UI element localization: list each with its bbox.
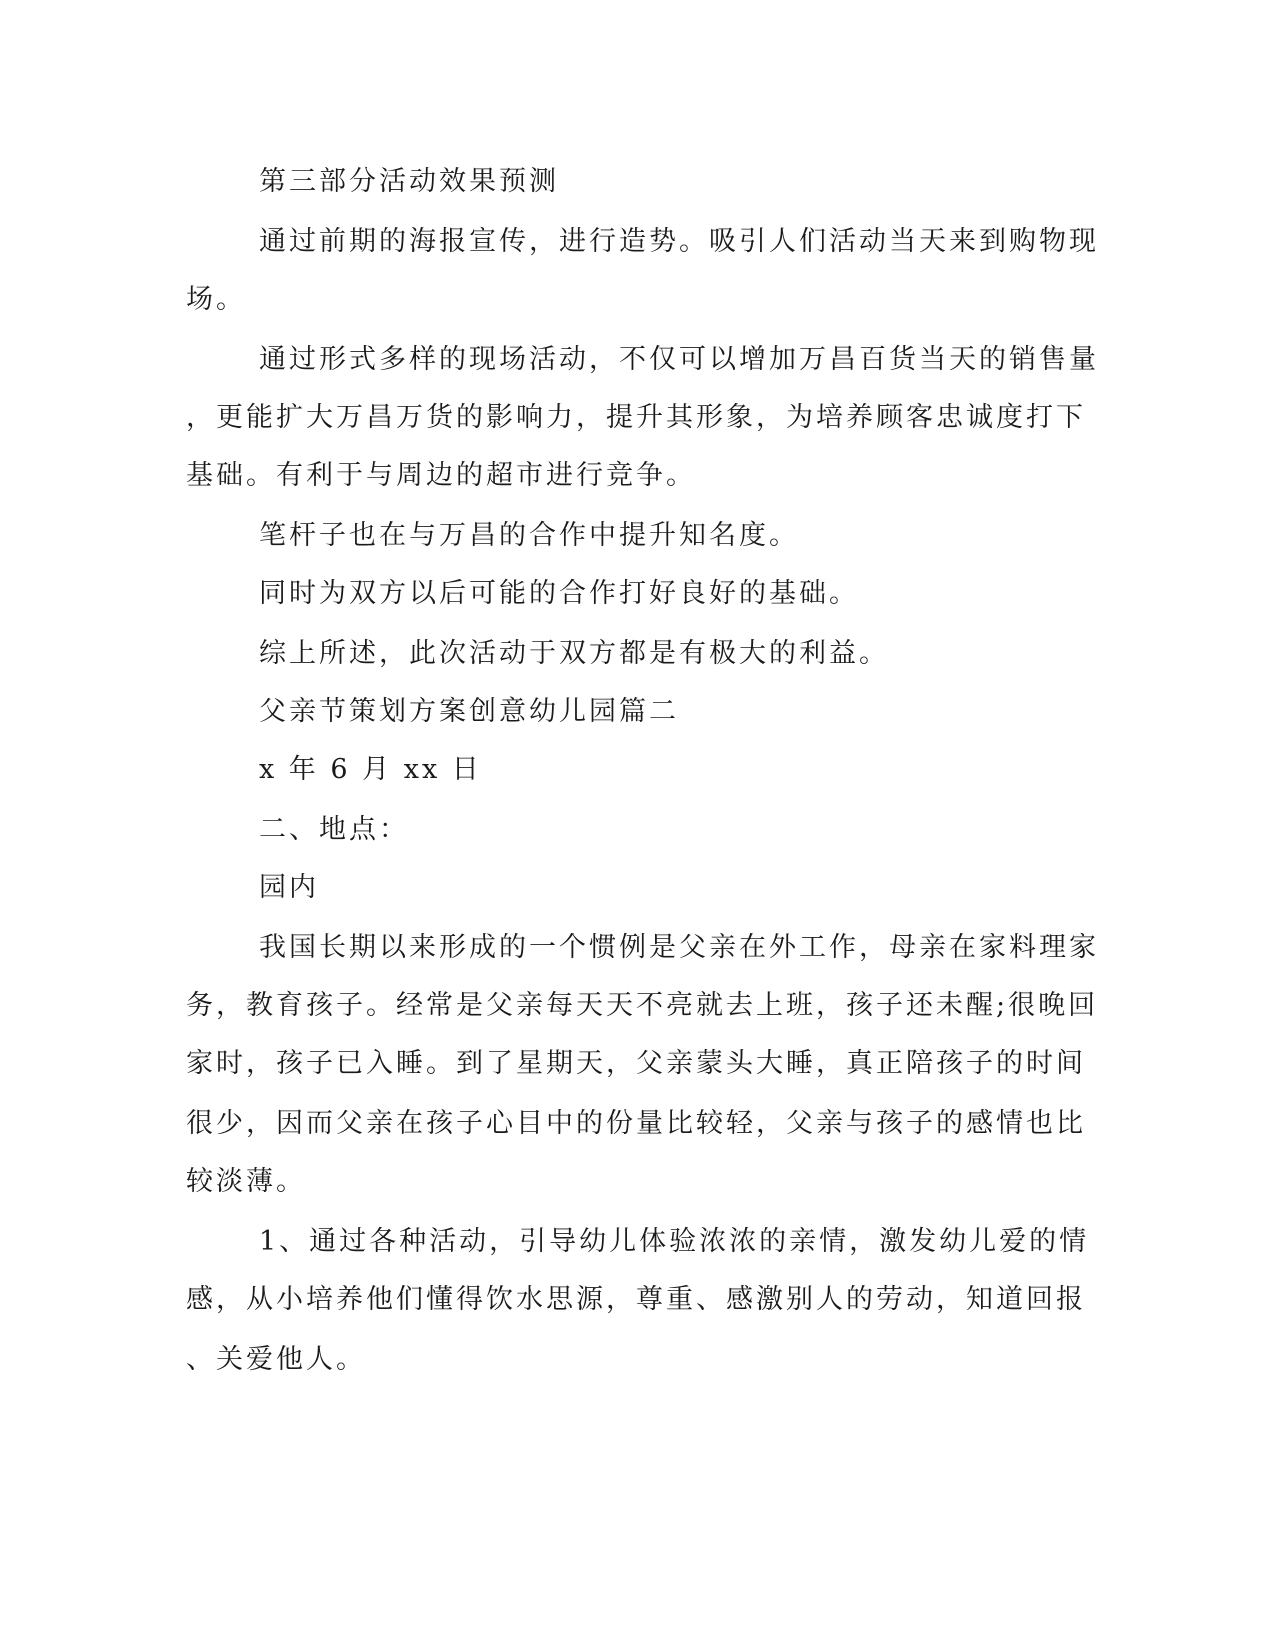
paragraph-line: 园内 [259,872,319,903]
paragraph-line: 1、通过各种活动，引导幼儿体验浓浓的亲情，激发幼儿爱的情 [259,1226,1090,1257]
section-heading: 父亲节策划方案创意幼儿园篇二 [259,696,679,727]
paragraph-line: 通过前期的海报宣传，进行造势。吸引人们活动当天来到购物现 [259,226,1099,257]
paragraph-line: 通过形式多样的现场活动，不仅可以增加万昌百货当天的销售量 [259,344,1099,375]
paragraph-line: 感，从小培养他们懂得饮水思源，尊重、感激别人的劳动，知道回报 [186,1284,1086,1315]
paragraph-line: 笔杆子也在与万昌的合作中提升知名度。 [259,520,799,551]
subheading: 二、地点： [259,814,409,845]
paragraph-line: 场。 [186,284,246,315]
paragraph-line: 家时，孩子已入睡。到了星期天，父亲蒙头大睡，真正陪孩子的时间 [186,1048,1086,1079]
paragraph-line: 很少，因而父亲在孩子心目中的份量比较轻，父亲与孩子的感情也比 [186,1108,1086,1139]
paragraph-line: 我国长期以来形成的一个惯例是父亲在外工作，母亲在家料理家 [259,932,1099,963]
paragraph-line: 综上所述，此次活动于双方都是有极大的利益。 [259,638,889,669]
paragraph-line: 、关爱他人。 [186,1344,366,1375]
paragraph-line: ，更能扩大万昌万货的影响力，提升其形象，为培养顾客忠诚度打下 [186,402,1086,433]
paragraph-line: 基础。有利于与周边的超市进行竞争。 [186,460,696,491]
paragraph-line: 务，教育孩子。经常是父亲每天天不亮就去上班，孩子还未醒;很晚回 [186,990,1099,1021]
date-line: x 年 6 月 xx 日 [259,754,482,785]
paragraph-line: 同时为双方以后可能的合作打好良好的基础。 [259,578,859,609]
paragraph-line: 较淡薄。 [186,1166,306,1197]
section-heading: 第三部分活动效果预测 [259,166,559,197]
